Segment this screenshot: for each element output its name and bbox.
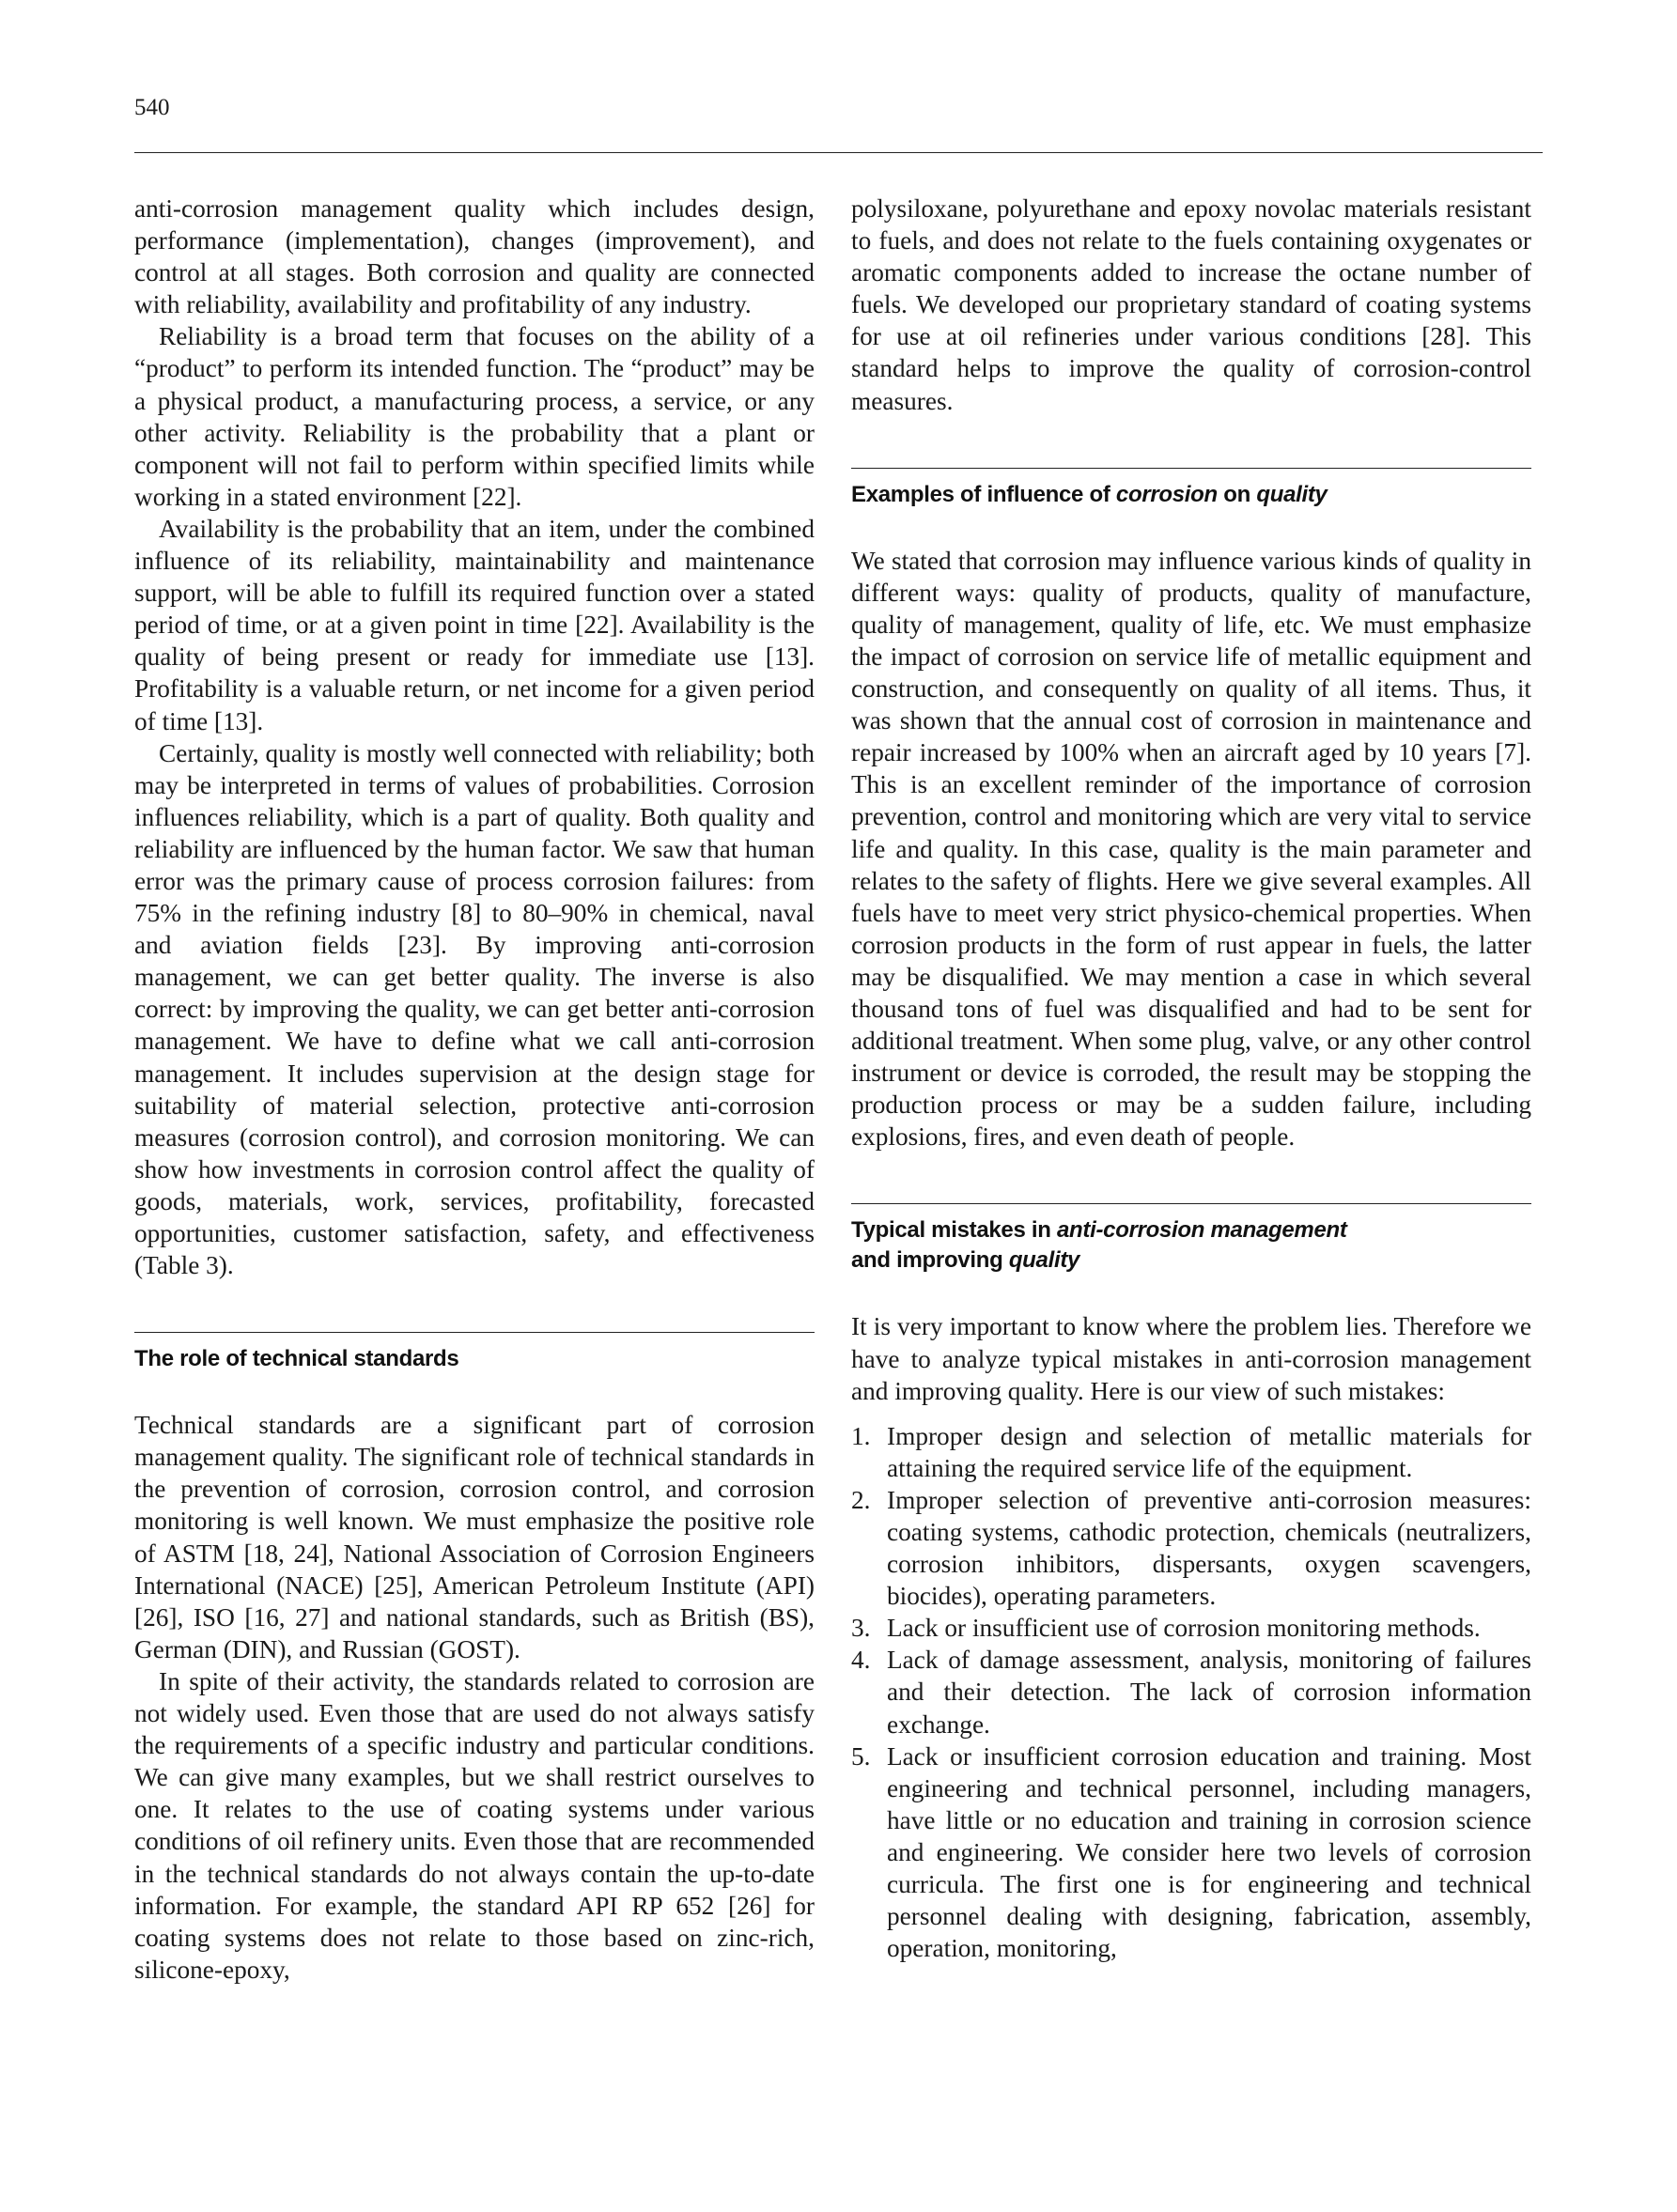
paragraph: Certainly, quality is mostly well connected with reliability; both may be interpreted in terms of values of probabilities. Corrosion influences reliability, which is a part of quality. Both quality and reliability are influenced by the human factor. We saw that human error was the primary cause of process corrosion failures: from 75% in the refining industry [8] to 80–90% in chemical, naval and aviation fields [23]. By improving anti-corrosion management, we can get better quality. The inverse is also correct: by improving the quality, we can get better anti-corrosion management. We have to define what we call anti-corrosion management. It includes supervision at the design stage for suitability of material selection, protective anti-corrosion measures (corrosion control), and corrosion monitoring. We can show how investments in corrosion control affect the quality of goods, materials, work, services, profitability, forecasted opportunities, customer satisfaction, safety, and effectiveness (Table 3). [134,738,815,1280]
paragraph: polysiloxane, polyurethane and epoxy novolac materials resistant to fuels, and does not relate to the fuels containing oxygenates or aromatic components added to increase the octane number of fuels. We developed our proprietary standard of coating systems for use at oil refineries under various conditions [28]. This standard helps to improve the quality of corrosion-control measures. [851,194,1531,415]
paragraph: Reliability is a broad term that focuses on the ability of a “product” to perform its intended function. The “product” may be a physical product, a manufacturing process, a service, or any other activity. Reliability is the probability that a plant or component will not fail to perform within specified limits while working in a stated environment [22]. [134,322,815,511]
header-rule [134,152,1543,153]
section-heading-text: The role of technical standards [134,1346,459,1372]
paragraph: We stated that corrosion may influence various kinds of quality in different ways: quality of products, quality of manufacture, quality of management, quality of life, etc. We must emphasize the impact of corrosion on service life of metallic equipment and construction, and consequently on quality of all items. Thus, it was shown that the annual cost of corrosion in maintenance and repair increased by 100% when an aircraft aged by 10 years [7]. This is an excellent reminder of the importance of corrosion prevention, control and monitoring which are very vital to service life and quality. In this case, quality is the main parameter and relates to the safety of flights. Here we give several examples. All fuels have to meet very strict physico-chemical properties. When corrosion products in the form of rust appear in fuels, the latter may be disqualified. We may mention a case in which several thousand tons of fuel was disqualified and had to be sent for additional treatment. When some plug, valve, or any other control instrument or device is corroded, the result may be stopping the production process or may be a sudden failure, including explosions, fires, and even death of people. [851,546,1531,1152]
paragraph: In spite of their activity, the standards related to corrosion are not widely used. Even those that are used do not always satisfy the requirements of a specific industry and particular conditions. We can give many examples, but we shall restrict ourselves to one. It relates to the use of coating systems under various conditions of oil refinery units. Even those that are recommended in the technical standards do not always contain the up-to-date information. For example, the standard API RP 652 [26] for coating systems does not relate to those based on zinc-rich, silicone-epoxy, [134,1666,815,1984]
list-item [851,1612,1531,1644]
list-item-number: 4. [851,1646,871,1675]
list-item-text: Improper selection of preventive anti-corrosion measures: coating systems, cathodic protection, chemicals (neutralizers, corrosion inhibitors, dispersants, oxygen scavengers, biocides), operating parameters. [887,1485,1531,1611]
paragraph: Availability is the probability that an item, under the combined influence of its reliability, maintainability and maintenance support, will be able to fulfill its required function over a stated period of time, or at a given point in time [22]. Availability is the quality of being present or ready for immediate use [13]. Profitability is a valuable return, or net income for a given period of time [13]. [134,514,815,735]
list-item-text: Lack or insufficient use of corrosion monitoring methods. [887,1614,1481,1643]
list-item [851,1740,1531,1965]
list-item-number: 1. [851,1421,871,1450]
left-column [134,193,815,1986]
list-item-number: 3. [851,1614,871,1643]
list-item-text: Lack or insufficient corrosion education and training. Most engineering and technical personnel, including managers, have little or no education and training in corrosion science and engineering. We consider here two levels of corrosion curricula. The first one is for engineering and technical personnel dealing with designing, fabrication, assembly, operation, monitoring, [887,1741,1531,1963]
section-heading-text: Examples of influence of corrosion on quality [851,481,1328,507]
section-heading-technical-standards [134,1332,815,1374]
section-heading-typical-mistakes [851,1203,1531,1276]
section-heading-text: Typical mistakes in anti-corrosion management and improving quality [851,1217,1347,1274]
list-item-text: Improper design and selection of metallic materials for attaining the required service life of the equipment. [887,1421,1531,1482]
list-item-text: Lack of damage assessment, analysis, monitoring of failures and their detection. The lack of corrosion information exchange. [887,1646,1531,1739]
mistakes-list [851,1420,1531,1965]
page-number: 540 [134,95,170,120]
paragraph: anti-corrosion management quality which includes design, performance (implementation), changes (improvement), and control at all stages. Both corrosion and quality are connected with reliability, availability and profitability of any industry. [134,194,815,319]
list-item-number: 5. [851,1741,871,1771]
section-heading-examples [851,468,1531,510]
list-item [851,1484,1531,1612]
list-item [851,1420,1531,1484]
list-item-number: 2. [851,1485,871,1514]
paragraph: It is very important to know where the problem lies. Therefore we have to analyze typical mistakes in anti-corrosion management and improving quality. Here is our view of such mistakes: [851,1312,1531,1405]
list-item [851,1644,1531,1740]
right-column [851,193,1531,1964]
paragraph: Technical standards are a significant part of corrosion management quality. The significant role of technical standards in the prevention of corrosion, corrosion control, and corrosion monitoring is well known. We must emphasize the positive role of ASTM [18, 24], National Association of Corrosion Engineers International (NACE) [25], American Petroleum Institute (API) [26], ISO [16, 27] and national standards, such as British (BS), German (DIN), and Russian (GOST). [134,1411,815,1663]
